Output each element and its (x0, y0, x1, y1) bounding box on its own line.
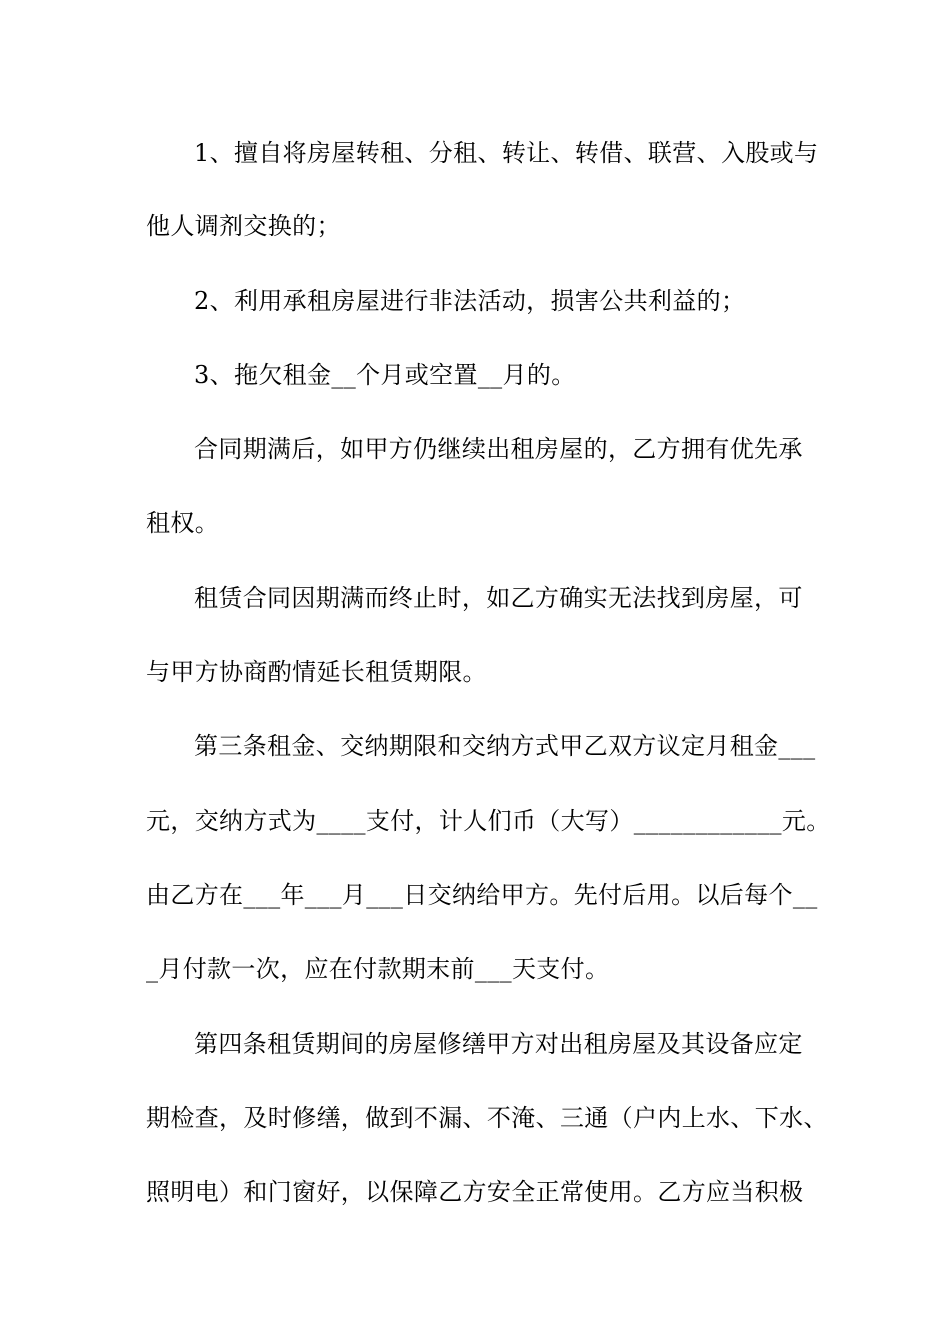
paragraph-line: 合同期满后，如甲方仍继续出租房屋的，乙方拥有优先承 (194, 435, 803, 463)
paragraph-line: 2、利用承租房屋进行非法活动，损害公共利益的； (194, 287, 746, 315)
paragraph-line: 租权。 (146, 509, 220, 537)
paragraph-line: 照明电）和门窗好，以保障乙方安全正常使用。乙方应当积极 (146, 1178, 804, 1206)
paragraph-line: _月付款一次，应在付款期末前___天支付。 (146, 955, 610, 983)
paragraph-line: 他人调剂交换的； (146, 212, 341, 240)
paragraph-line: 由乙方在___年___月___日交纳给甲方。先付后用。以后每个__ (146, 881, 818, 909)
paragraph-line: 第四条租赁期间的房屋修缮甲方对出租房屋及其设备应定 (194, 1030, 803, 1058)
paragraph-line: 租赁合同因期满而终止时，如乙方确实无法找到房屋，可 (194, 584, 803, 612)
paragraph-line: 3、拖欠租金__个月或空置__月的。 (194, 361, 576, 389)
paragraph-line: 1、擅自将房屋转租、分租、转让、转借、联营、入股或与 (194, 139, 819, 167)
paragraph-line: 第三条租金、交纳期限和交纳方式甲乙双方议定月租金___ (194, 732, 816, 760)
paragraph-line: 元，交纳方式为____支付，计人们币（大写）____________元。 (146, 807, 831, 835)
paragraph-line: 与甲方协商酌情延长租赁期限。 (146, 658, 487, 686)
paragraph-line: 期检查，及时修缮，做到不漏、不淹、三通（户内上水、下水、 (146, 1104, 828, 1132)
